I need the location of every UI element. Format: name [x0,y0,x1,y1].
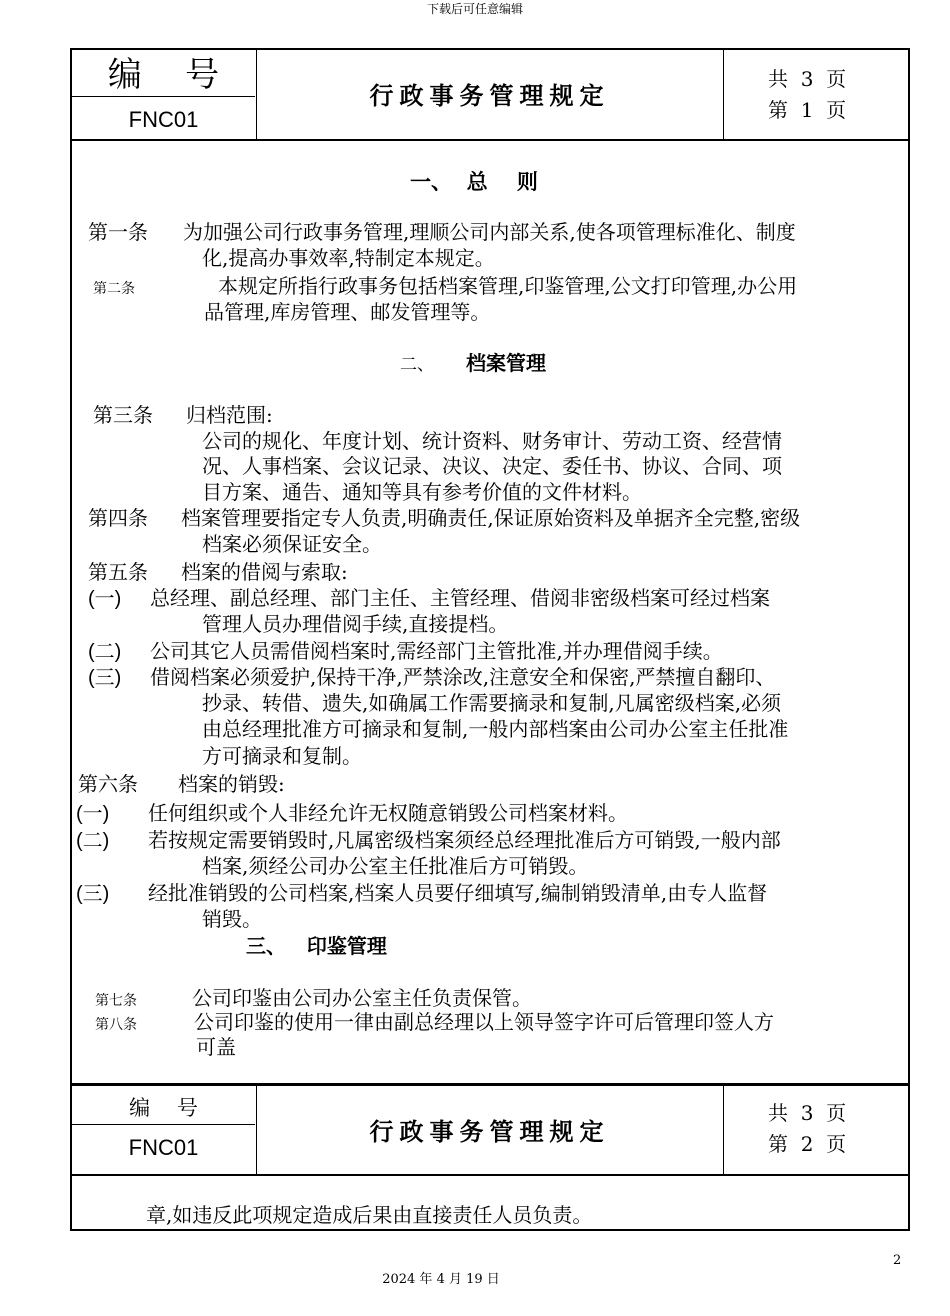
doc-title: 行政事务管理规定 [369,81,610,110]
page-number: 2 [893,1253,902,1268]
article-5-item1-marker: (一) [88,588,122,610]
section-heading-general: 一、 总 则 [410,169,538,194]
article-5-item3-line4: 方可摘录和复制。 [202,744,362,768]
article-8-line2: 可盖 [196,1035,236,1059]
article-5-item3-line3: 由总经理批准方可摘录和复制,一般内部档案由公司办公室主任批准 [202,717,789,741]
current-page-page2: 第 2 页 [768,1132,847,1156]
current-page: 第 1 页 [768,98,847,122]
article-3-title: 归档范围: [186,403,273,427]
section-heading-archives-prefix: 二、 [400,355,434,375]
watermark-top: 下载后可任意编辑 [426,2,523,16]
article-5-item2-line1: 公司其它人员需借阅档案时,需经部门主管批准,并办理借阅手续。 [150,639,723,663]
article-1-label: 第一条 [88,220,148,244]
code-label-page2: 编 号 [129,1096,198,1120]
article-5-title: 档案的借阅与索取: [181,560,348,584]
article-6-title: 档案的销毁: [178,772,285,796]
article-7-label: 第七条 [95,993,137,1009]
article-4-line1: 档案管理要指定专人负责,明确责任,保证原始资料及单据齐全完整,密级 [181,506,801,530]
article-5-item1-line2: 管理人员办理借阅手续,直接提档。 [202,612,509,636]
article-6-item2-marker: (二) [76,830,110,852]
article-6-item2-line2: 档案,须经公司办公室主任批准后方可销毁。 [202,854,589,878]
article-6-item3-marker: (三) [76,883,110,905]
article-3-line1: 公司的规化、年度计划、统计资料、财务审计、劳动工资、经营情 [202,429,782,453]
article-8-line1: 公司印鉴的使用一律由副总经理以上领导签字许可后管理印签人方 [194,1010,774,1034]
article-6-item1-line1: 任何组织或个人非经允许无权随意销毁公司档案材料。 [148,801,628,825]
article-3-line3: 目方案、通告、通知等具有参考价值的文件材料。 [202,480,642,504]
article-6-label: 第六条 [78,772,138,796]
article-8-label: 第八条 [95,1017,137,1033]
article-5-item3-line2: 抄录、转借、遗失,如确属工作需要摘录和复制,凡属密级档案,必须 [202,691,782,715]
article-4-label: 第四条 [88,506,148,530]
section-heading-archives: 档案管理 [466,351,546,375]
article-1-text-line1: 为加强公司行政事务管理,理顺公司内部关系,使各项管理标准化、制度 [183,220,796,244]
code-divider [72,96,255,97]
article-2-text-line1: 本规定所指行政事务包括档案管理,印鉴管理,公文打印管理,办公用 [218,274,798,298]
total-pages-page2: 共 3 页 [768,1101,847,1125]
total-pages: 共 3 页 [768,67,847,91]
article-4-line2: 档案必须保证安全。 [202,532,382,556]
article-5-item1-line1: 总经理、副总经理、部门主任、主管经理、借阅非密级档案可经过档案 [150,586,770,610]
header2-col-divider-right [723,1083,724,1175]
header-divider-page1 [70,139,910,141]
article-6-item3-line1: 经批准销毁的公司档案,档案人员要仔细填写,编制销毁清单,由专人监督 [148,881,768,905]
footer-date: 2024 年 4 月 19 日 [382,1272,500,1287]
article-3-line2: 况、人事档案、会议记录、决议、决定、委任书、协议、合同、项 [202,454,782,478]
article-2-text-line2: 品管理,库房管理、邮发管理等。 [204,300,491,324]
article-6-item2-line1: 若按规定需要销毁时,凡属密级档案须经总经理批准后方可销毁,一般内部 [148,828,781,852]
article-1-text-line2: 化,提高办事效率,特制定本规定。 [202,246,495,270]
header-col-divider-right [723,48,724,140]
article-5-label: 第五条 [88,560,148,584]
article-6-item1-marker: (一) [76,803,110,825]
doc-code: FNC01 [128,107,199,132]
article-6-item3-line2: 销毁。 [202,907,262,931]
article-3-label: 第三条 [93,403,153,427]
section-heading-seals: 三、 印鉴管理 [246,934,387,958]
article-5-item2-marker: (二) [88,641,122,663]
doc-title-page2: 行政事务管理规定 [369,1117,610,1146]
continuation-text: 章,如违反此项规定造成后果由直接责任人员负责。 [146,1203,593,1227]
code-label: 编 号 [107,55,220,95]
article-5-item3-marker: (三) [88,667,122,689]
header-divider-page2 [70,1174,910,1176]
article-2-label: 第二条 [93,281,135,297]
doc-code-page2: FNC01 [128,1135,199,1160]
code2-divider [72,1124,255,1125]
article-5-item3-line1: 借阅档案必须爱护,保持干净,严禁涂改,注意安全和保密,严禁擅自翻印、 [150,665,776,689]
article-7-text: 公司印鉴由公司办公室主任负责保管。 [192,986,532,1010]
